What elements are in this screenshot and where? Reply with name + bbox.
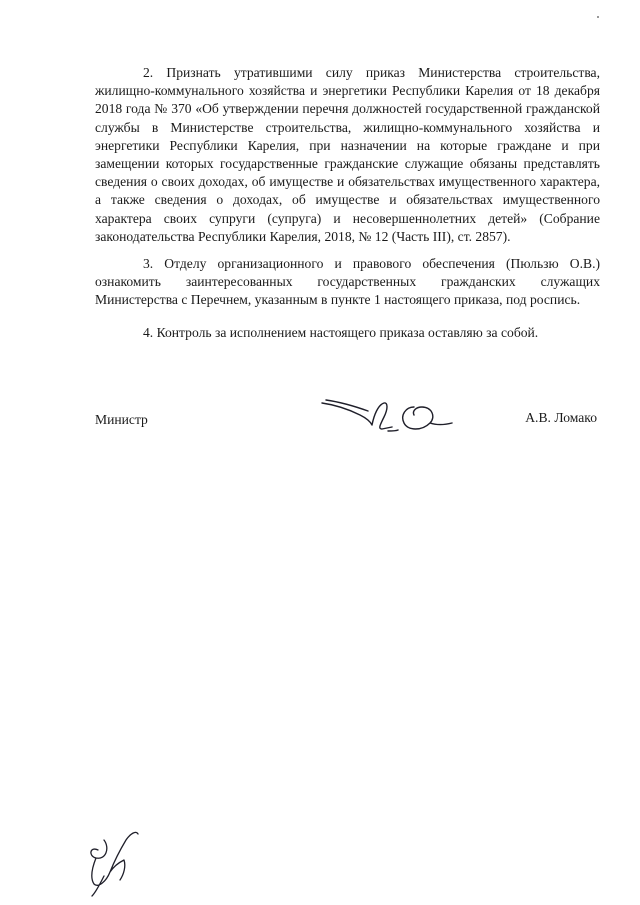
- paragraph-2: 2. Признать утратившими силу приказ Министерства строительства, жилищно-коммунального хозяйства и энергетики Республики Карелия от 18 декабря 2018 года № 370 «Об утверждении перечня должностей государственной гражданской службы в Министерстве строительства, жилищно-коммунального хозяйства и энергетики Республики Карелия, при назначении на которые граждане и при замещении которых государственные гражданские служащие обязаны представлять сведения о своих доходах, об имуществе и обязательствах имущественного характера, а также сведения о доходах, об имуществе и обязательствах имущественного характера своих супруги (супруга) и несовершеннолетних детей» (Собрание законодательства Республики Карелия, 2018, № 12 (Часть III), ст. 2857).: [95, 65, 600, 244]
- paragraph-4: 4. Контроль за исполнением настоящего приказа оставляю за собой.: [143, 325, 539, 340]
- handwritten-signature: [318, 393, 458, 441]
- scan-speck: [597, 16, 599, 18]
- paragraph-3: 3. Отделу организационного и правового обеспечения (Пюльзю О.В.) ознакомить заинтересованных государственных гражданских служащих Министерства с Перечнем, указанным в пункте 1 настоящего приказа, под роспись.: [95, 256, 600, 308]
- handwritten-initials: [80, 826, 150, 901]
- signatory-name: А.В. Ломако: [525, 410, 597, 425]
- signatory-title: Министр: [95, 412, 148, 427]
